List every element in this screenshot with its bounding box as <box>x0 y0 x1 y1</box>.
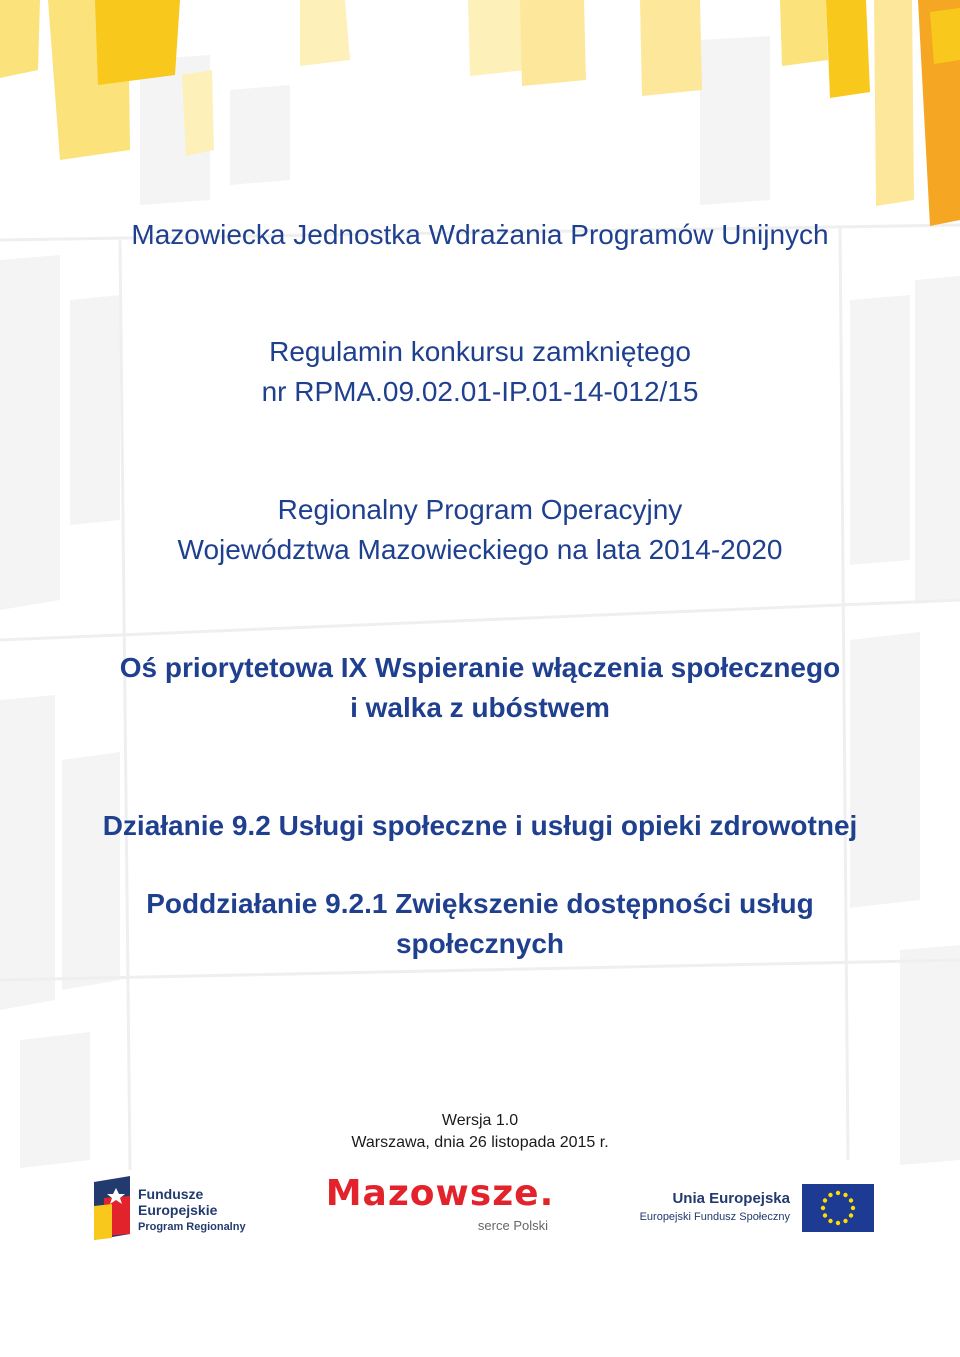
mazowsze-tagline: serce Polski <box>477 1218 548 1233</box>
regulation-number: nr RPMA.09.02.01-IP.01-14-012/15 <box>261 376 699 407</box>
version-label: Wersja 1.0 <box>441 1112 519 1129</box>
ue-line-1: Unia Europejska <box>672 1190 790 1207</box>
regulation-title: Regulamin konkursu zamkniętego <box>269 336 691 367</box>
unia-europejska-logo <box>628 1184 878 1234</box>
submeasure-title: Poddziałanie 9.2.1 Zwiększenie dostępności usług <box>146 888 814 919</box>
fe-line-2: Europejskie <box>138 1202 218 1218</box>
fe-line-3: Program Regionalny <box>138 1221 246 1233</box>
ue-line-2: Europejski Fundusz Społeczny <box>639 1211 790 1223</box>
logo-bar <box>0 1168 960 1248</box>
eu-flag-icon <box>802 1184 874 1232</box>
fe-line-1: Fundusze <box>138 1186 204 1202</box>
priority-axis-title: Oś priorytetowa IX Wspieranie włączenia społecznego <box>119 652 841 683</box>
fe-emblem-icon <box>90 1176 134 1240</box>
priority-axis-continuation: i walka z ubóstwem <box>350 692 610 723</box>
measure-title: Działanie 9.2 Usługi społeczne i usługi opieki zdrowotnej <box>102 810 858 841</box>
submeasure-continuation: społecznych <box>395 928 565 959</box>
fundusze-europejskie-logo <box>90 1176 260 1240</box>
institution-name: Mazowiecka Jednostka Wdrażania Programów Unijnych <box>131 219 829 250</box>
mazowsze-logo <box>312 1172 572 1242</box>
mazowsze-wordmark: Mazowsze. <box>325 1173 555 1214</box>
program-region-period: Województwa Mazowieckiego na lata 2014-2020 <box>177 534 783 565</box>
place-and-date: Warszawa, dnia 26 listopada 2015 r. <box>351 1134 609 1151</box>
program-name: Regionalny Program Operacyjny <box>277 494 683 525</box>
